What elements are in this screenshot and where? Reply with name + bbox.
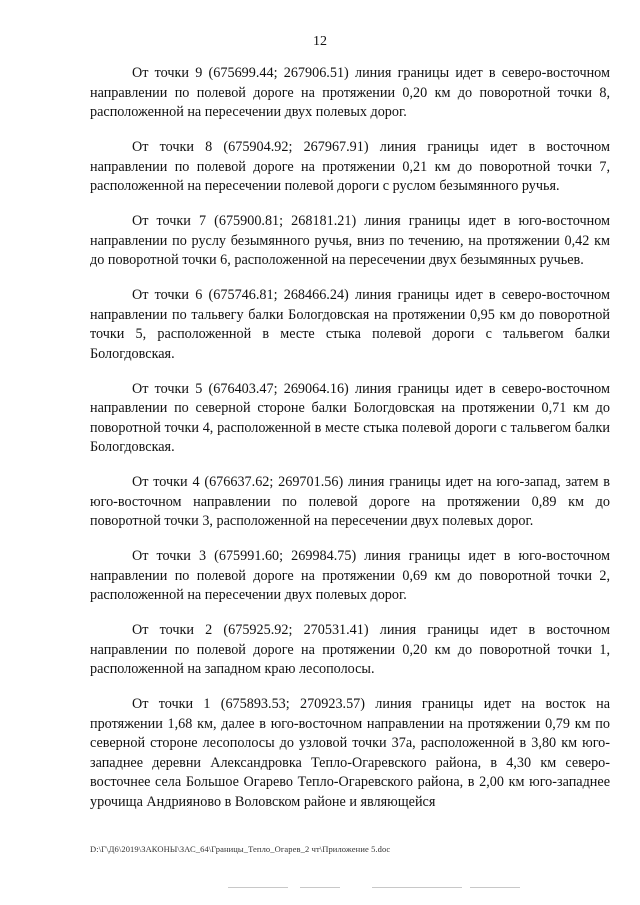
paragraph-point-8: От точки 8 (675904.92; 267967.91) линия границы идет в восточном направлении по полевой дороге на протяжении 0,21 км до поворотной точки 7, расположенной на пересечении полевой дороги с руслом безымянного ручья. [90,139,610,194]
scan-artifact-line [372,887,462,888]
paragraph-point-3: От точки 3 (675991.60; 269984.75) линия границы идет в юго-восточном направлении по полевой дороге на протяжении 0,69 км до поворотной точки 2, расположенной на пересечении двух полевых дорог. [90,548,610,603]
scan-artifact-line [228,887,288,888]
paragraph-point-6: От точки 6 (675746.81; 268466.24) линия границы идет в северо-восточном направлении по тальвегу балки Бологдовская на протяжении 0,95 км до поворотной точки 5, расположенной в месте стыка полевой дороги с тальвегом балки Бологдовская. [90,287,610,362]
file-path-footer: D:\Г\Д6\2019\ЗАКОНЫ\ЗАС_64\Границы_Тепло_Огарев_2 чт\Приложение 5.doc [90,844,391,854]
paragraph-point-4: От точки 4 (676637.62; 269701.56) линия границы идет на юго-запад, затем в юго-восточном направлении по полевой дороге на протяжении 0,89 км до поворотной точки 3, расположенной на пересечении двух полевых дорог. [90,474,610,529]
page-body [90,64,610,828]
scan-artifact-line [470,887,520,888]
paragraph-point-2: От точки 2 (675925.92; 270531.41) линия границы идет в восточном направлении по полевой дороге на протяжении 0,20 км до поворотной точки 1, расположенной на западном краю лесополосы. [90,622,610,677]
paragraph-point-7: От точки 7 (675900.81; 268181.21) линия границы идет в юго-восточном направлении по руслу безымянного ручья, вниз по течению, на протяжении 0,42 км до поворотной точки 6, расположенной на пересечении двух безымянных ручьев. [90,213,610,268]
paragraph-point-9: От точки 9 (675699.44; 267906.51) линия границы идет в северо-восточном направлении по полевой дороге на протяжении 0,20 км до поворотной точки 8, расположенной на пересечении двух полевых дорог. [90,65,610,120]
scan-artifact-line [300,887,340,888]
paragraph-point-5: От точки 5 (676403.47; 269064.16) линия границы идет в северо-восточном направлении по северной стороне балки Бологдовская на протяжении 0,71 км до поворотной точки 4, расположенной в месте стыка полевой дороги с тальвегом балки Бологдовская. [90,380,610,455]
page-number: 12 [313,34,327,49]
paragraph-point-1: От точки 1 (675893.53; 270923.57) линия границы идет на восток на протяжении 1,68 км, далее в юго-восточном направлении на протяжении 0,79 км по северной стороне лесополосы до узловой точки 37а, расположенной в 3,80 км юго-западнее деревни Александровка Тепло-Огаревского района, в 4,30 км северо-восточнее села Большое Огарево Тепло-Огаревского района, в 2,00 км юго-западнее урочища Андрияново в Воловском районе и являющейся [90,696,610,810]
